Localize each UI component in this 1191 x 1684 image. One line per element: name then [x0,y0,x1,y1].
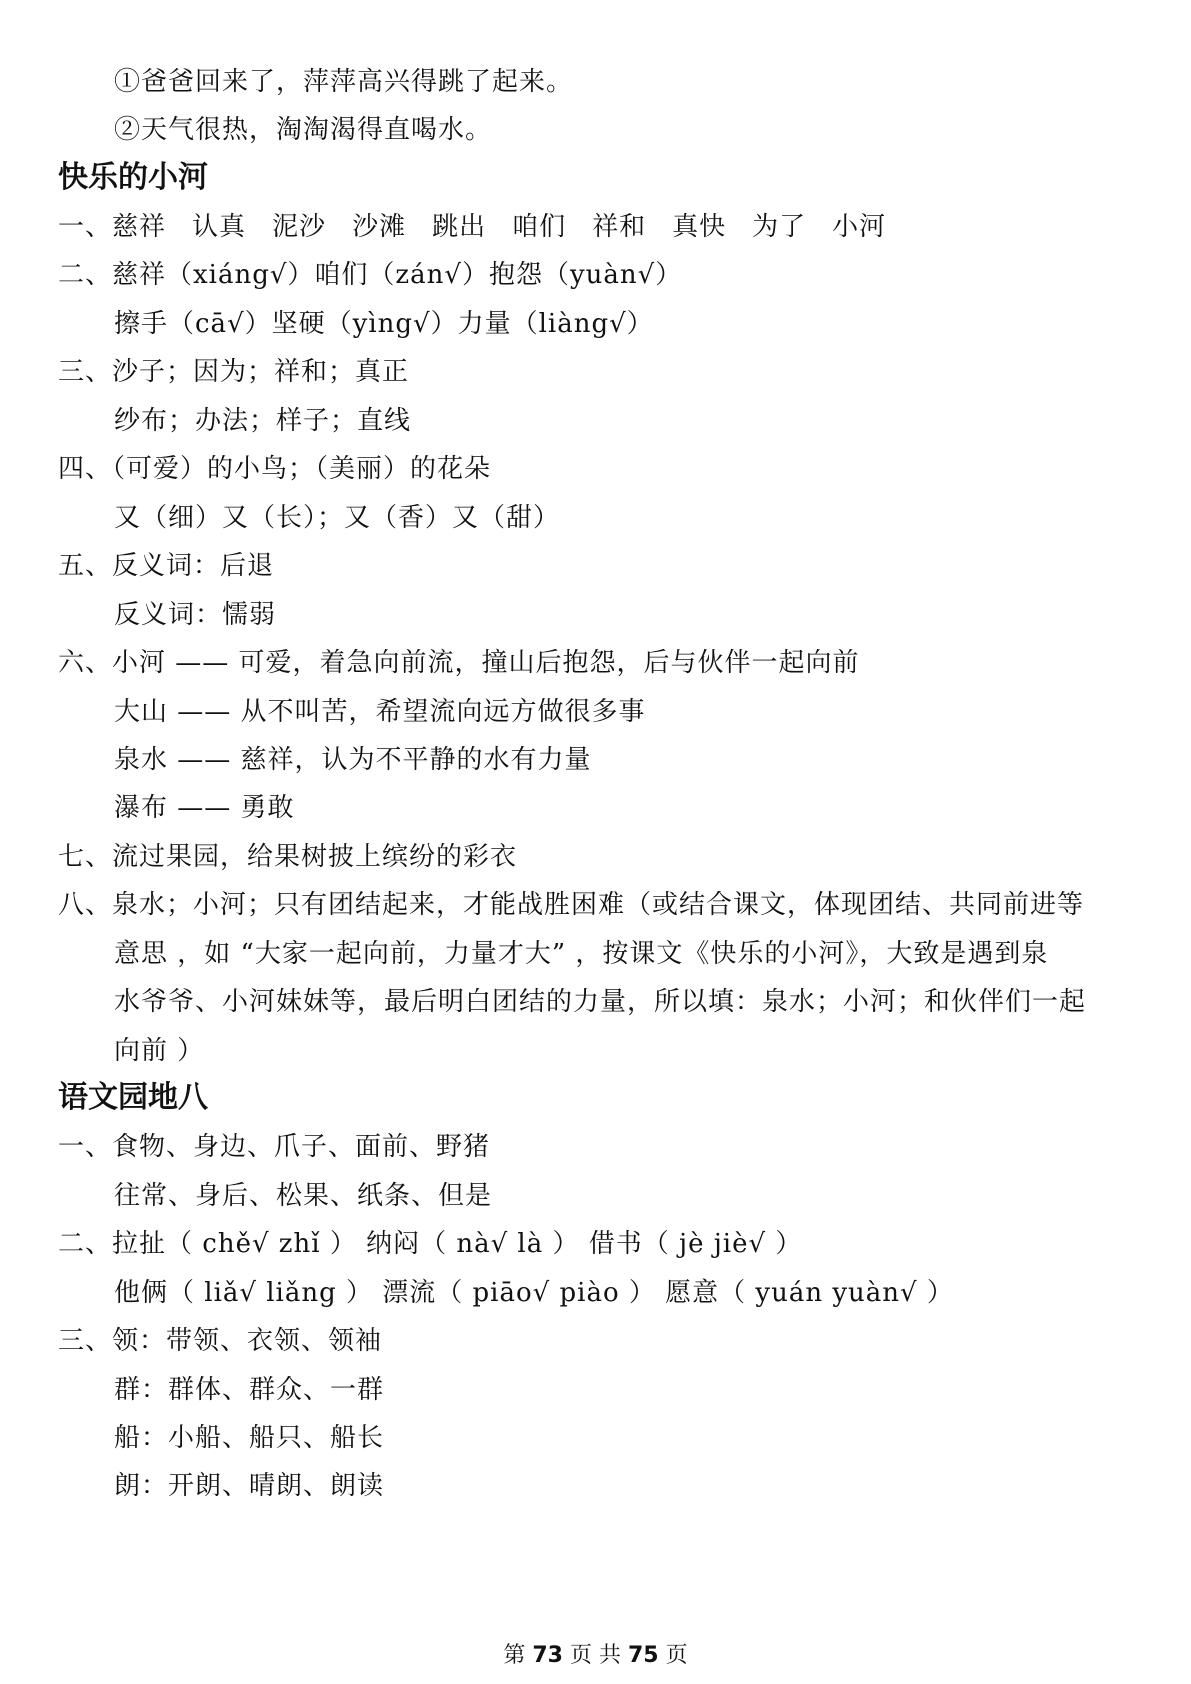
answer-line: 擦手（cā√）坚硬（yìng√）力量（liàng√） [114,309,654,339]
answer-line: 五、反义词：后退 [58,551,275,581]
answer-line: 一、食物、身边、爪子、面前、野猪 [58,1132,491,1162]
section-title: 语文园地八 [58,1080,208,1115]
section-title: 快乐的小河 [58,160,208,195]
answer-line: 往常、身后、松果、纸条、但是 [114,1181,493,1211]
answer-line: ①爸爸回来了，萍萍高兴得跳了起来。 [114,67,574,97]
footer-middle: 页 共 [570,1643,621,1668]
answer-line: 七、流过果园，给果树披上缤纷的彩衣 [58,842,518,872]
word: 真快 [672,212,727,242]
answer-line: 纱布；办法；样子；直线 [114,406,412,436]
word: 为了 [752,212,807,242]
answer-line: 船：小船、船只、船长 [114,1423,385,1453]
answer-line: 六、小河 —— 可爱，着急向前流，撞山后抱怨，后与伙伴一起向前 [58,648,860,678]
answer-line: 他俩（ liǎ√ liǎng ） 漂流（ piāo√ piào ） 愿意（ yuán yuàn√ ） [114,1278,954,1308]
answer-line: 群：群体、群众、一群 [114,1375,385,1405]
answer-line: 又（细）又（长）；又（香）又（甜） [114,503,561,533]
word: 咱们 [512,212,567,242]
question-label: 一、 [58,212,113,242]
word: 认真 [192,212,247,242]
answer-line: 意思 ，如 “大家一起向前，力量才大” ，按课文《快乐的小河》，大致是遇到泉 [114,939,1049,969]
total-pages-number: 75 [628,1643,659,1668]
word: 祥和 [592,212,647,242]
answer-line: 八、泉水；小河；只有团结起来，才能战胜困难（或结合课文，体现团结、共同前进等 [58,890,1085,920]
answer-line: 朗：开朗、晴朗、朗读 [114,1471,385,1501]
answer-line: 二、拉扯（ chě√ zhǐ ） 纳闷（ nà√ là ） 借书（ jè jiè√ ） [58,1229,803,1259]
answer-line: 四、（可爱）的小鸟；（美丽）的花朵 [58,454,492,484]
answer-line: 水爷爷、小河妹妹等，最后明白团结的力量，所以填：泉水；小河；和伙伴们一起 [114,987,1087,1017]
answer-line: 反义词：懦弱 [114,600,277,630]
word: 泥沙 [272,212,327,242]
word: 沙滩 [352,212,407,242]
word: 慈祥 [112,212,167,242]
current-page-number: 73 [532,1643,563,1668]
footer-prefix: 第 [503,1643,526,1668]
answer-line-q1 [58,209,886,245]
answer-line: 泉水 —— 慈祥，认为不平静的水有力量 [114,745,592,775]
answer-line: ②天气很热，淘淘渴得直喝水。 [114,115,493,145]
word: 小河 [832,212,887,242]
answer-line: 大山 —— 从不叫苦，希望流向远方做很多事 [114,697,646,727]
answer-line: 三、沙子；因为；祥和；真正 [58,357,410,387]
answer-line: 瀑布 —— 勇敢 [114,793,295,823]
word: 跳出 [432,212,487,242]
answer-line: 二、慈祥（xiáng√）咱们（zán√）抱怨（yuàn√） [58,260,683,290]
footer-suffix: 页 [665,1643,688,1668]
answer-line: 向前 ） [114,1036,205,1066]
page-footer [0,1641,1191,1671]
answer-line: 三、领：带领、衣领、领袖 [58,1326,383,1356]
